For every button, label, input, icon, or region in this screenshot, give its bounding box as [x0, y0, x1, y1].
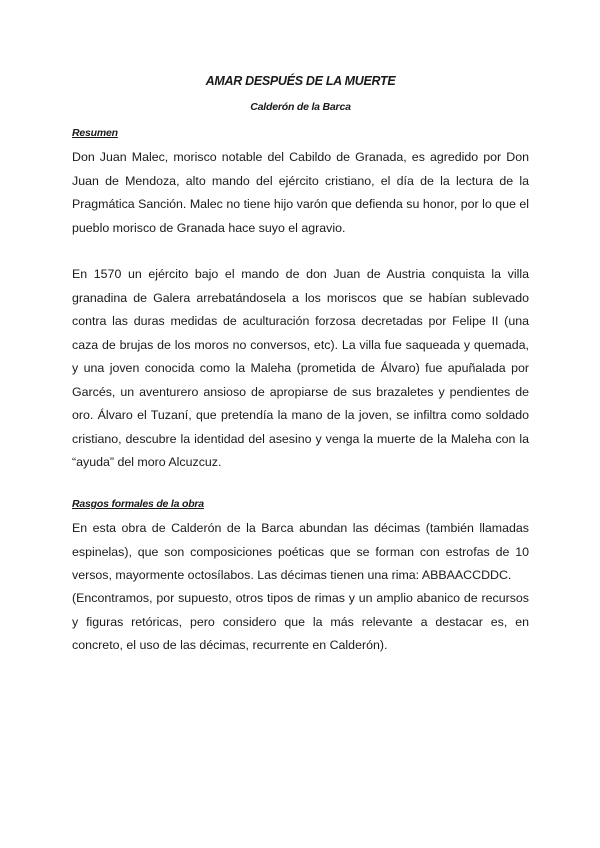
- paragraph: (Encontramos, por supuesto, otros tipos de rimas y un amplio abanico de recursos y figuras retóricas, pero considero que la más relevante a destacar es, en concreto, el uso de las décimas, recurrente en Calderón).: [72, 591, 529, 652]
- document-title: AMAR DESPUÉS DE LA MUERTE: [205, 74, 396, 88]
- paragraph: Don Juan Malec, morisco notable del Cabildo de Granada, es agredido por Don Juan de Mendoza, alto mando del ejército cristiano, el día de la lectura de la Pragmática Sanción. Malec no tiene hijo varón que defienda su honor, por lo que el pueblo morisco de Granada hace suyo el agravio.: [72, 150, 529, 235]
- paragraph: En esta obra de Calderón de la Barca abundan las décimas (también llamadas espinelas), que son composiciones poéticas que se forman con estrofas de 10 versos, mayormente octosílabos. Las décimas tienen una rima: ABBAACCDDC.: [72, 521, 529, 582]
- paragraph: En 1570 un ejército bajo el mando de don Juan de Austria conquista la villa granadina de Galera arrebatándosela a los moriscos que se habían sublevado contra las duras medidas de aculturación forzosa decretadas por Felipe II (una caza de brujas de los moros no conversos, etc). La villa fue saqueada y quemada, y una joven conocida como la Maleha (prometida de Álvaro) fue apuñalada por Garcés, un aventurero ansioso de apropiarse de sus brazaletes y pendientes de oro. Álvaro el Tuzaní, que pretendía la mano de la joven, se infiltra como soldado cristiano, descubre la identidad del asesino y venga la muerte de la Maleha con la “ayuda” del moro Alcuzcuz.: [72, 267, 529, 469]
- section-heading-resumen: Resumen: [72, 127, 118, 139]
- section-heading-rasgos: Rasgos formales de la obra: [72, 498, 204, 510]
- document-author: Calderón de la Barca: [250, 101, 351, 113]
